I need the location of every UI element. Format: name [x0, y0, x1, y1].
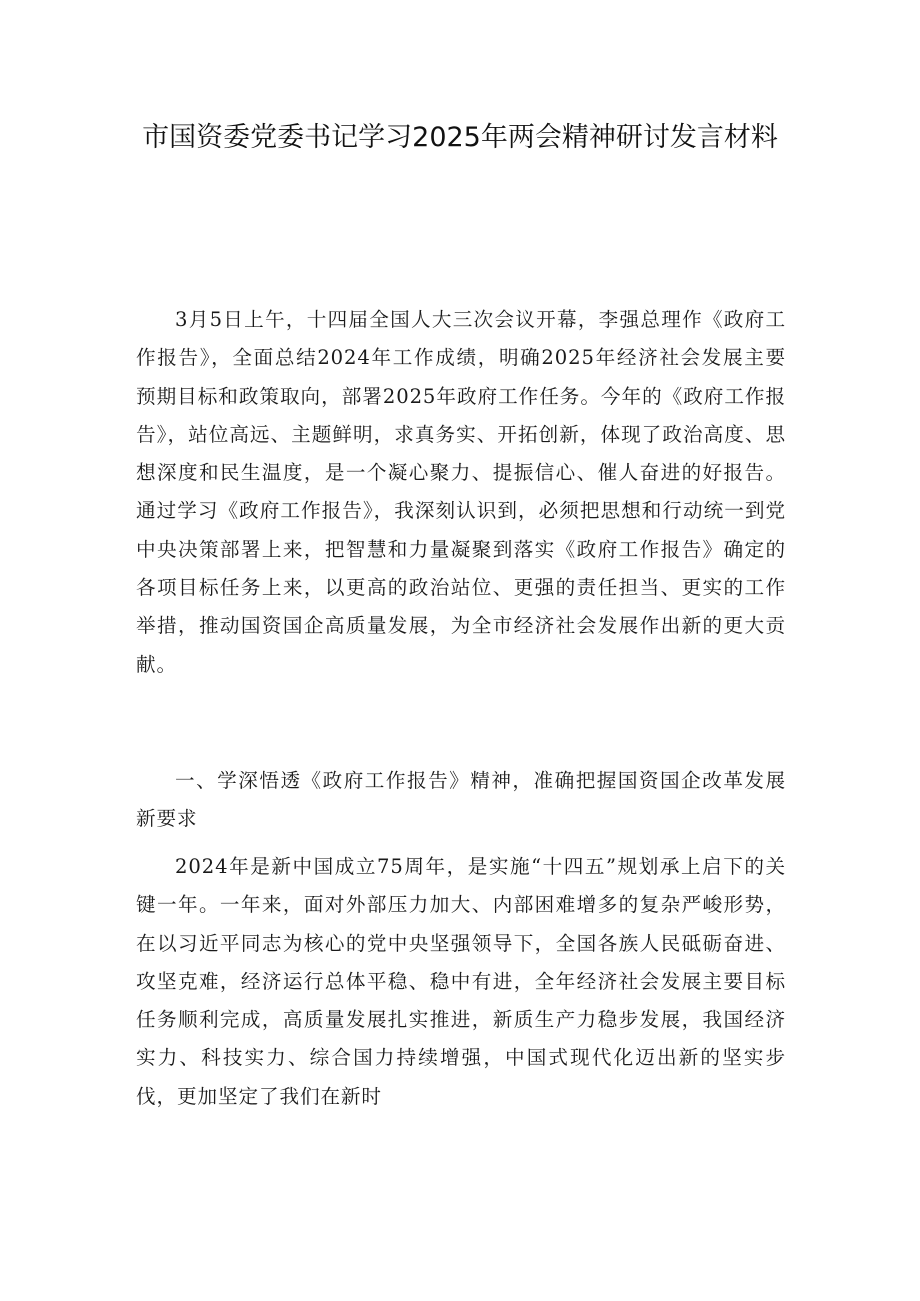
body-paragraph: 2024年是新中国成立75周年，是实施“十四五”规划承上启下的关键一年。一年来，面对外部压力加大、内部困难增多的复杂严峻形势，在以习近平同志为核心的党中央坚强领导下，全国各族人民砥砺奋进、攻坚克难，经济运行总体平稳、稳中有进，全年经济社会发展主要目标任务顺利完成，高质量发展扎实推进，新质生产力稳步发展，我国经济实力、科技实力、综合国力持续增强，中国式现代化迈出新的坚实步伐，更加坚定了我们在新时 [136, 855, 786, 1108]
document-title: 市国资委党委书记学习2025年两会精神研讨发言材料 [142, 122, 778, 153]
section-heading: 一、学深悟透《政府工作报告》精神，准确把握国资国企改革发展新要求 [136, 769, 786, 831]
body-paragraph: 3月5日上午，十四届全国人大三次会议开幕，李强总理作《政府工作报告》，全面总结2024年工作成绩，明确2025年经济社会发展主要预期目标和政策取向，部署2025年政府工作任务。今年的《政府工作报告》，站位高远、主题鲜明，求真务实、开拓创新，体现了政治高度、思想深度和民生温度，是一个凝心聚力、提振信心、催人奋进的好报告。通过学习《政府工作报告》，我深刻认识到，必须把思想和行动统一到党中央决策部署上来，把智慧和力量凝聚到落实《政府工作报告》确定的各项目标任务上来，以更高的政治站位、更强的责任担当、更实的工作举措，推动国资国企高质量发展，为全市经济社会发展作出新的更大贡献。 [136, 308, 786, 676]
